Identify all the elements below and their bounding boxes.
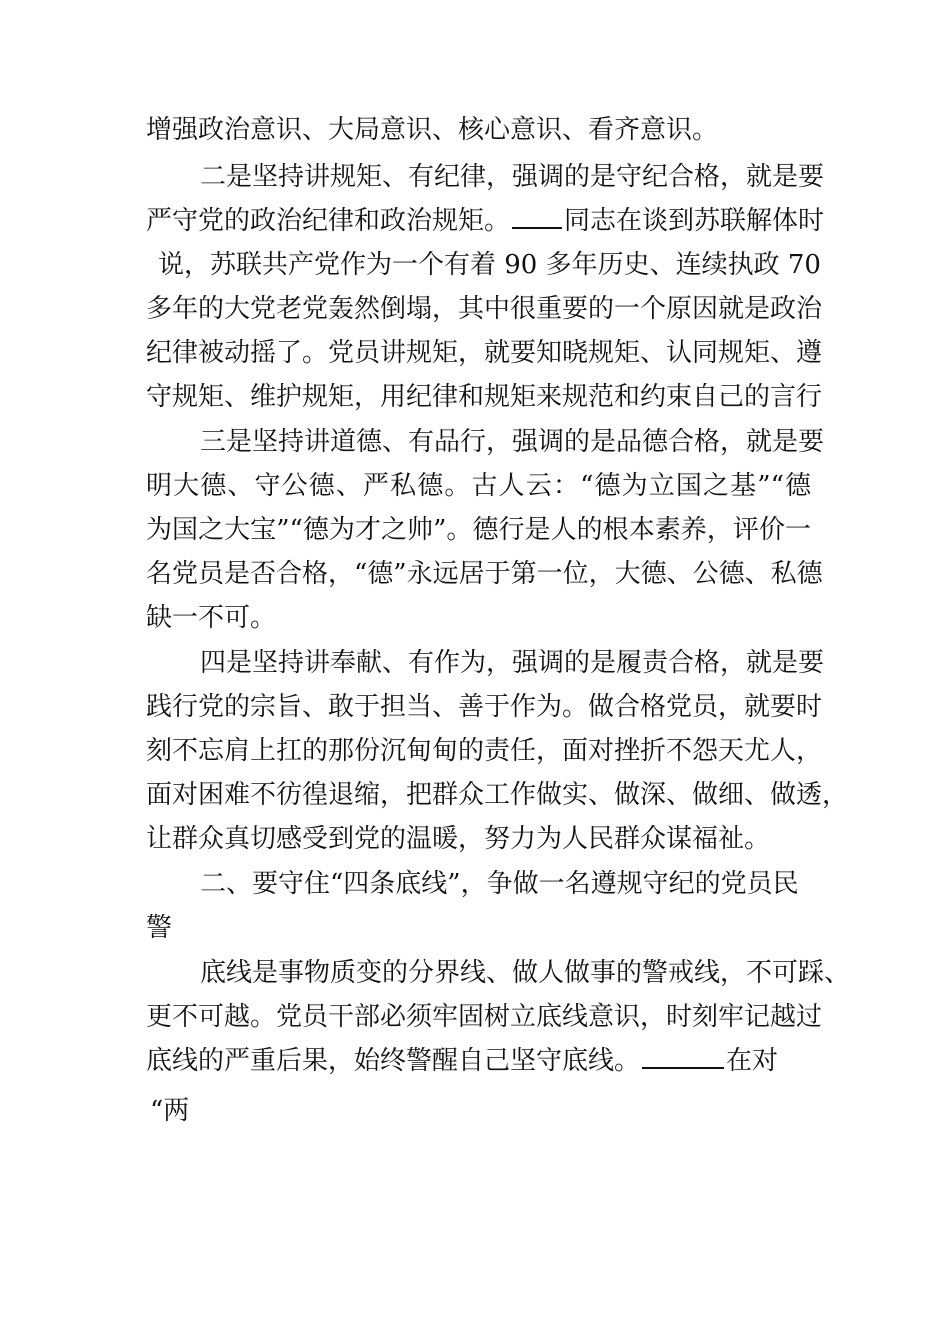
blank-underline <box>512 205 562 229</box>
text-line: 践行党的宗旨、敢于担当、善于作为。做合格党员，就要时 <box>146 692 823 722</box>
text-line: 名党员是否合格，“德”永远居于第一位，大德、公德、私德 <box>146 559 823 589</box>
text-line: 说，苏联共产党作为一个有着 90 多年历史、连续执政 70 <box>158 250 821 280</box>
text-line-with-blank <box>146 201 825 241</box>
text-line: 底线是事物质变的分界线、做人做事的警戒线，不可踩、 <box>200 958 851 988</box>
text-line: 面对困难不彷徨退缩，把群众工作做实、做深、做细、做透， <box>146 780 849 810</box>
text-segment: 底线的严重后果，始终警醒自己坚守底线。 <box>146 1046 641 1076</box>
text-line: 为国之大宝”“德为才之帅”。德行是人的根本素养，评价一 <box>146 515 811 545</box>
text-segment: 在对 <box>726 1046 779 1076</box>
text-line: 守规矩、维护规矩，用纪律和规矩来规范和约束自己的言行 <box>146 382 823 412</box>
text-segment: 严守党的政治纪律和政治规矩。 <box>146 206 511 236</box>
text-line: 让群众真切感受到党的温暖，努力为人民群众谋福祉。 <box>146 824 771 854</box>
text-segment: 同志在谈到苏联解体时 <box>564 206 825 236</box>
text-line: 增强政治意识、大局意识、核心意识、看齐意识。 <box>146 115 719 145</box>
text-line: 纪律被动摇了。党员讲规矩，就要知晓规矩、认同规矩、遵 <box>146 338 823 368</box>
text-line: 缺一不可。 <box>146 603 277 633</box>
text-line-with-blank <box>146 1041 811 1081</box>
blank-underline <box>642 1045 724 1069</box>
text-line: “两 <box>150 1096 190 1126</box>
text-line: 更不可越。党员干部必须牢固树立底线意识，时刻牢记越过 <box>146 1002 823 1032</box>
section-heading-continued: 警 <box>146 913 173 943</box>
text-line: 二是坚持讲规矩、有纪律，强调的是守纪合格，就是要 <box>200 162 825 192</box>
text-line: 明大德、守公德、严私德。古人云：“德为立国之基”“德 <box>146 471 811 501</box>
text-line: 三是坚持讲道德、有品行，强调的是品德合格，就是要 <box>200 427 825 457</box>
text-line: 多年的大党老党轰然倒塌，其中很重要的一个原因就是政治 <box>146 294 823 324</box>
text-line: 刻不忘肩上扛的那份沉甸甸的责任，面对挫折不怨天尤人， <box>146 736 823 766</box>
text-line: 四是坚持讲奉献、有作为，强调的是履责合格，就是要 <box>200 648 825 678</box>
section-heading: 二、要守住“四条底线”，争做一名遵规守纪的党员民 <box>200 869 799 899</box>
